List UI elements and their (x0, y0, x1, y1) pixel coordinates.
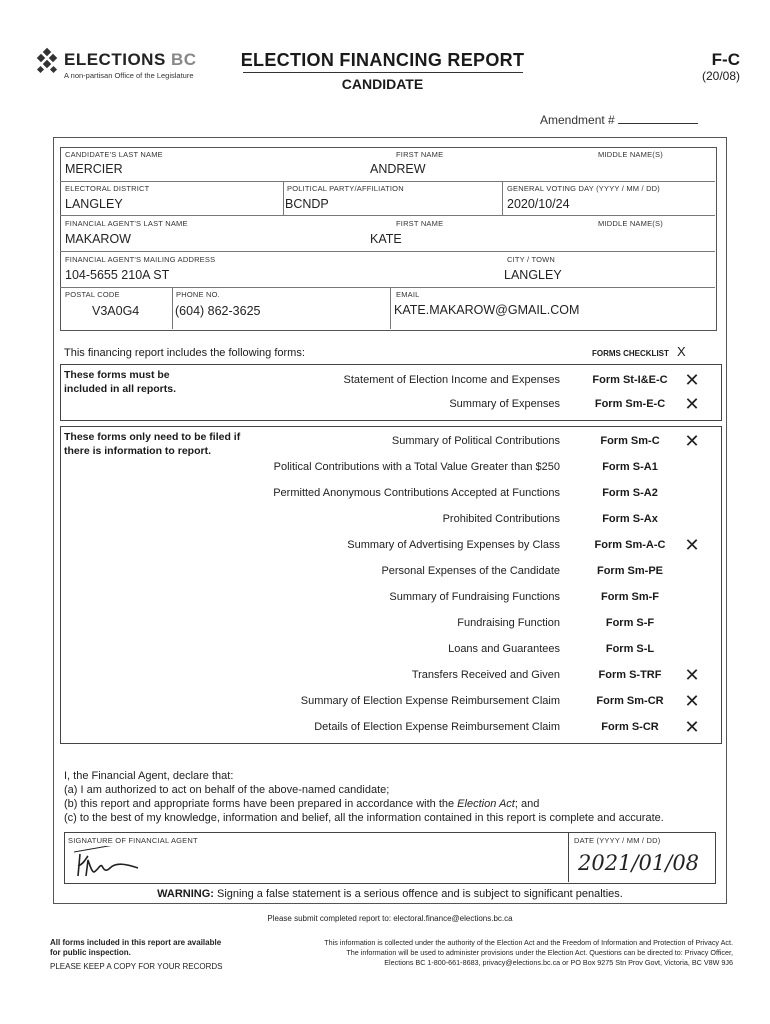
form-row-checkbox[interactable]: ✕ (684, 717, 700, 737)
candidate-first-name-label: FIRST NAME (396, 150, 444, 159)
form-row-description: Loans and Guarantees (448, 643, 560, 655)
email-label: EMAIL (396, 290, 420, 299)
form-row-checkbox[interactable]: ✕ (684, 691, 700, 711)
candidate-middle-name-label: MIDDLE NAME(S) (598, 150, 663, 159)
voting-day-label: GENERAL VOTING DAY (YYYY / MM / DD) (507, 184, 660, 193)
checklist-intro: This financing report includes the following forms: (64, 347, 305, 359)
form-row-description: Transfers Received and Given (411, 669, 560, 681)
email-value[interactable]: KATE.MAKAROW@GMAIL.COM (394, 303, 580, 317)
form-row-description: Prohibited Contributions (442, 513, 560, 525)
form-code: F-C (711, 50, 740, 69)
agent-middle-name-label: MIDDLE NAME(S) (598, 219, 663, 228)
form-row-code: Form S-Ax (602, 513, 658, 525)
form-row-description: Summary of Advertising Expenses by Class (347, 539, 560, 551)
form-row-checkbox[interactable]: ✕ (684, 431, 700, 451)
form-row-code: Form S-A1 (602, 461, 658, 473)
form-row-code: Form Sm-PE (596, 565, 663, 577)
keep-copy-note: PLEASE KEEP A COPY FOR YOUR RECORDS (50, 962, 223, 971)
privacy-info-3: Elections BC 1-800-661-8683, privacy@elections.bc.ca or PO Box 9275 Stn Prov Govt, Victoria, BC V8W 9J6 (384, 958, 733, 967)
form-row-code: Form Sm-F (600, 591, 660, 603)
declaration-c: (c) to the best of my knowledge, information and belief, all the information contained in this report is complete and accurate. (64, 812, 664, 824)
optional-forms-label: These forms only need to be filed if there is information to report. (64, 431, 241, 457)
phone-label: PHONE NO. (176, 290, 220, 299)
district-value[interactable]: LANGLEY (65, 197, 123, 211)
agent-city[interactable]: LANGLEY (504, 268, 562, 282)
public-inspection-1: All forms included in this report are available (50, 938, 222, 947)
form-row-code: Form Sm-CR (596, 695, 664, 707)
warning-text: WARNING: Signing a false statement is a serious offence and is subject to significant penalties. (157, 888, 623, 900)
form-row-code: Form Sm-C (600, 435, 660, 447)
form-row-checkbox[interactable]: ✕ (684, 370, 700, 390)
candidate-last-name[interactable]: MERCIER (65, 162, 123, 176)
phone-value[interactable]: (604) 862-3625 (175, 304, 261, 318)
date-value[interactable]: 2021/01/08 (578, 851, 700, 875)
form-row-checkbox[interactable]: ✕ (684, 394, 700, 414)
required-forms-label: These forms must be included in all reports. (64, 369, 177, 395)
form-row-checkbox[interactable]: ✕ (684, 665, 700, 685)
checklist-header-mark: X (677, 344, 686, 359)
agent-last-name-label: FINANCIAL AGENT'S LAST NAME (65, 219, 188, 228)
handwritten-signature[interactable] (72, 846, 152, 882)
form-row-description: Political Contributions with a Total Value Greater than $250 (273, 461, 560, 473)
postal-code-label: POSTAL CODE (65, 290, 120, 299)
declaration-a: (a) I am authorized to act on behalf of the above-named candidate; (64, 784, 390, 796)
district-label: ELECTORAL DISTRICT (65, 184, 150, 193)
elections-bc-logo-icon (34, 47, 62, 77)
declaration-intro: I, the Financial Agent, declare that: (64, 770, 234, 782)
form-row-description: Statement of Election Income and Expenses (343, 374, 560, 386)
form-row-description: Summary of Fundraising Functions (389, 591, 560, 603)
logo-title: ELECTIONS BC (64, 50, 197, 69)
agent-address[interactable]: 104-5655 210A ST (65, 268, 170, 282)
form-row-code: Form S-F (605, 617, 655, 629)
form-row-code: Form Sm-E-C (594, 398, 666, 410)
form-row-code: Form S-TRF (598, 669, 662, 681)
privacy-info-2: The information will be used to administer provisions under the Election Act. Questions can be directed to: Privacy Officer, (346, 948, 733, 957)
agent-address-label: FINANCIAL AGENT'S MAILING ADDRESS (65, 255, 216, 264)
form-row-code: Form Sm-A-C (594, 539, 666, 551)
date-label: DATE (YYYY / MM / DD) (574, 836, 661, 845)
form-row-code: Form St-I&E-C (592, 374, 668, 386)
form-row-description: Details of Election Expense Reimbursement Claim (314, 721, 560, 733)
form-row-description: Permitted Anonymous Contributions Accepted at Functions (273, 487, 560, 499)
form-row-code: Form S-CR (601, 721, 659, 733)
form-row-description: Personal Expenses of the Candidate (381, 565, 560, 577)
voting-day-value[interactable]: 2020/10/24 (507, 197, 570, 211)
form-row-code: Form S-A2 (602, 487, 658, 499)
agent-city-label: CITY / TOWN (507, 255, 556, 264)
agent-last-name[interactable]: MAKAROW (65, 232, 131, 246)
public-inspection-2: for public inspection. (50, 948, 131, 957)
document-subtitle: CANDIDATE (341, 76, 424, 92)
form-row-description: Summary of Expenses (449, 398, 560, 410)
amendment-field[interactable]: Amendment # (540, 113, 726, 127)
agent-first-name[interactable]: KATE (370, 232, 402, 246)
form-row-description: Fundraising Function (457, 617, 560, 629)
form-row-description: Summary of Political Contributions (391, 435, 560, 447)
submit-instructions: Please submit completed report to: electoral.finance@elections.bc.ca (267, 914, 513, 923)
agent-first-name-label: FIRST NAME (396, 219, 444, 228)
logo-tagline: A non-partisan Office of the Legislature (64, 71, 194, 80)
document-title: ELECTION FINANCING REPORT (240, 50, 525, 70)
form-row-code: Form S-L (605, 643, 655, 655)
postal-code-value[interactable]: V3A0G4 (92, 304, 140, 318)
checklist-header: FORMS CHECKLIST (592, 349, 669, 358)
declaration-b: (b) this report and appropriate forms have been prepared in accordance with the Election Act; and (64, 798, 540, 810)
candidate-last-name-label: CANDIDATE'S LAST NAME (65, 150, 163, 159)
form-row-description: Summary of Election Expense Reimbursement Claim (300, 695, 560, 707)
privacy-info-1: This information is collected under the authority of the Election Act and the Freedom of Information and Protection of Privacy Act. (324, 938, 733, 947)
title-underline (243, 72, 523, 73)
candidate-first-name[interactable]: ANDREW (370, 162, 426, 176)
form-version: (20/08) (701, 69, 740, 83)
signature-label: SIGNATURE OF FINANCIAL AGENT (68, 836, 198, 845)
party-label: POLITICAL PARTY/AFFILIATION (287, 184, 404, 193)
party-value[interactable]: BCNDP (285, 197, 329, 211)
form-row-checkbox[interactable]: ✕ (684, 535, 700, 555)
